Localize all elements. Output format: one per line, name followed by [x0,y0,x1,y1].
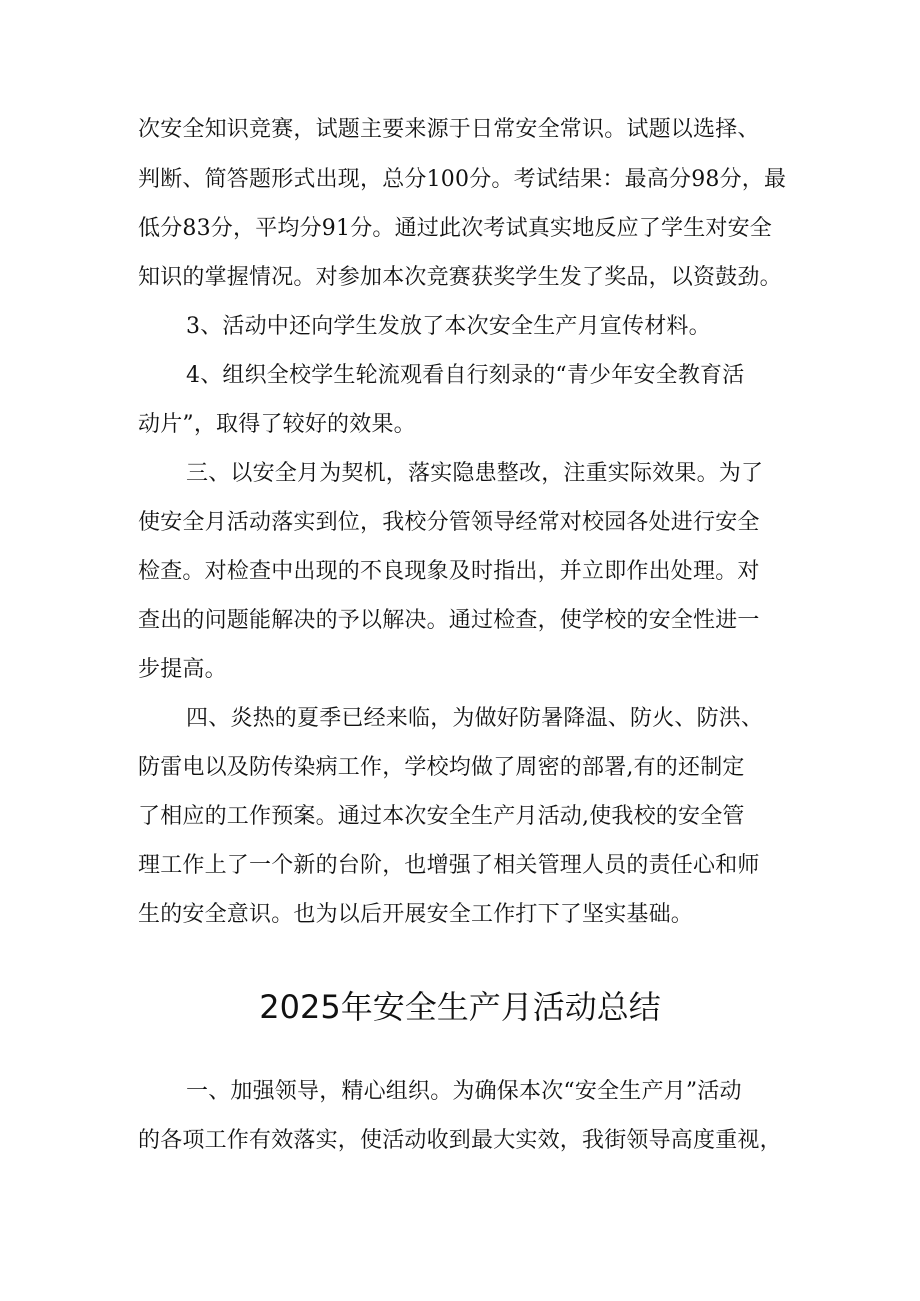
body-line: 使安全月活动落实到位，我校分管领导经常对校园各处进行安全 [138,510,760,535]
body-line: 次安全知识竞赛，试题主要来源于日常安全常识。试题以选择、 [138,117,760,142]
document-title: 2025年安全生产月活动总结 [259,988,661,1026]
paragraph-start-line: 三、以安全月为契机，落实隐患整改，注重实际效果。为了 [186,461,764,486]
body-line: 生的安全意识。也为以后开展安全工作打下了坚实基础。 [138,902,694,927]
body-line: 查出的问题能解决的予以解决。通过检查，使学校的安全性进一 [138,608,760,633]
paragraph-start-line: 一、加强领导，精心组织。为确保本次“安全生产月”活动 [186,1079,742,1104]
body-line: 检查。对检查中出现的不良现象及时指出，并立即作出处理。对 [138,559,760,584]
body-line: 防雷电以及防传染病工作，学校均做了周密的部署,有的还制定 [138,755,745,780]
body-line: 的各项工作有效落实，使活动收到最大实效，我街领导高度重视， [138,1128,782,1153]
body-line: 低分83分，平均分91分。通过此次考试真实地反应了学生对安全 [138,216,772,241]
body-line: 知识的掌握情况。对参加本次竞赛获奖学生发了奖品，以资鼓劲。 [138,265,782,290]
body-line: 步提高。 [138,657,227,682]
paragraph-start-line: 3、活动中还向学生发放了本次安全生产月宣传材料。 [186,314,711,339]
body-line: 了相应的工作预案。通过本次安全生产月活动,使我校的安全管 [138,804,745,829]
paragraph-start-line: 4、组织全校学生轮流观看自行刻录的“青少年安全教育活 [186,363,745,388]
paragraph-start-line: 四、炎热的夏季已经来临，为做好防暑降温、防火、防洪、 [186,706,764,731]
body-line: 理工作上了一个新的台阶，也增强了相关管理人员的责任心和师 [138,853,760,878]
body-line: 动片”，取得了较好的效果。 [138,412,416,437]
body-line: 判断、简答题形式出现，总分100分。考试结果：最高分98分，最 [138,167,787,192]
